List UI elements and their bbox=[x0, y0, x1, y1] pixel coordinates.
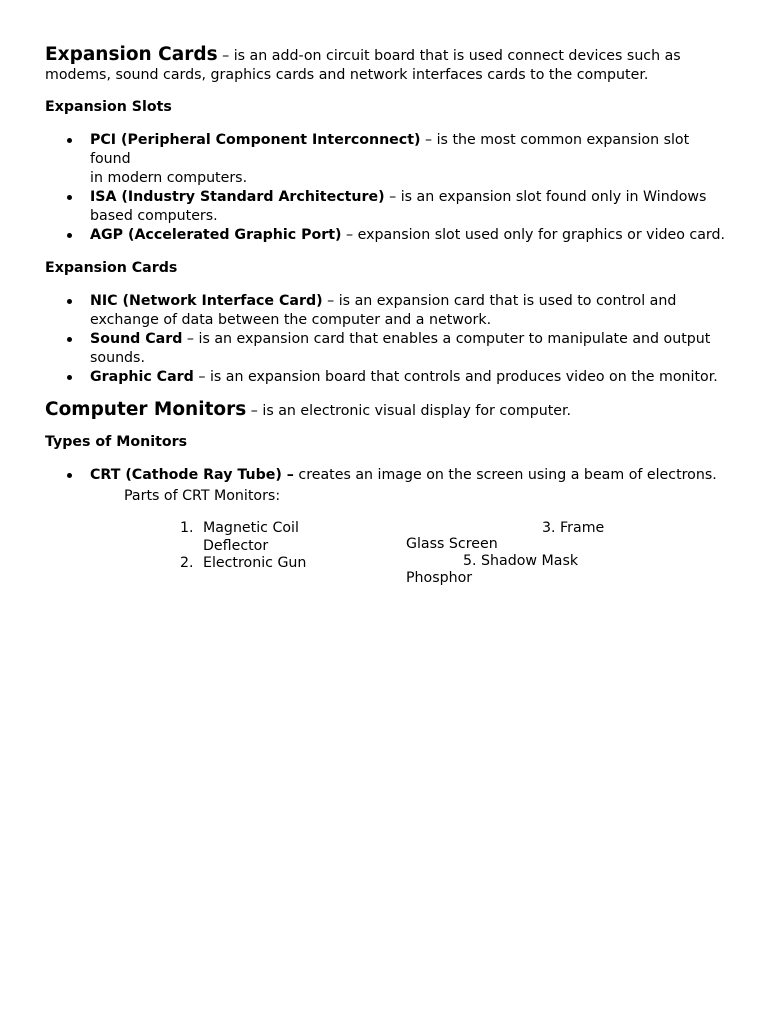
list-item bbox=[45, 131, 730, 188]
computer-monitors-paragraph bbox=[45, 399, 730, 421]
list-item bbox=[45, 466, 730, 485]
expansion-slots-list bbox=[45, 131, 730, 245]
bullet-icon bbox=[67, 473, 72, 478]
expansion-slots-heading: Expansion Slots bbox=[45, 99, 172, 115]
list-item-term: Graphic Card bbox=[90, 369, 194, 385]
crt-part-label-cont: Phosphor bbox=[406, 570, 473, 586]
list-item-desc: – is the most common expansion slot found bbox=[90, 132, 690, 167]
list-item-desc: – is an expansion board that controls and produces video on the monitor. bbox=[193, 369, 718, 385]
list-item-term: CRT (Cathode Ray Tube) – bbox=[90, 467, 294, 483]
list-item-desc: – expansion slot used only for graphics or video card. bbox=[341, 227, 726, 243]
expansion-cards-desc-line2: modems, sound cards, graphics cards and network interfaces cards to the computer. bbox=[45, 67, 649, 83]
expansion-cards-title: Expansion Cards bbox=[45, 44, 218, 65]
bullet-icon bbox=[67, 337, 72, 342]
expansion-cards-desc-line1: – is an add-on circuit board that is used connect devices such as bbox=[217, 48, 681, 64]
list-item-desc: creates an image on the screen using a beam of electrons. bbox=[293, 467, 717, 483]
list-item-desc: – is an expansion slot found only in Windows bbox=[384, 189, 707, 205]
list-item-desc-cont: exchange of data between the computer and a network. bbox=[90, 312, 492, 328]
crt-part-label-cont: Deflector bbox=[203, 538, 269, 554]
list-item-desc-cont: based computers. bbox=[90, 208, 218, 224]
crt-part-label: 5. Shadow Mask bbox=[463, 553, 579, 569]
list-item-term: PCI (Peripheral Component Interconnect) bbox=[90, 132, 421, 148]
crt-part-number: 2. bbox=[180, 555, 194, 571]
list-item-term: ISA (Industry Standard Architecture) bbox=[90, 189, 385, 205]
list-item-desc-cont: in modern computers. bbox=[90, 170, 248, 186]
list-item-desc-cont: sounds. bbox=[90, 350, 145, 366]
crt-part-label-cont: Glass Screen bbox=[406, 536, 498, 552]
crt-part-label: 3. Frame bbox=[542, 520, 605, 536]
expansion-cards-paragraph bbox=[45, 44, 730, 85]
list-item bbox=[45, 368, 730, 387]
crt-parts-heading: Parts of CRT Monitors: bbox=[124, 488, 281, 504]
types-of-monitors-list bbox=[45, 466, 730, 485]
expansion-card-types-heading: Expansion Cards bbox=[45, 260, 178, 276]
list-item bbox=[45, 330, 730, 368]
list-item bbox=[45, 292, 730, 330]
bullet-icon bbox=[67, 195, 72, 200]
list-item-term: AGP (Accelerated Graphic Port) bbox=[90, 227, 342, 243]
list-item-term: NIC (Network Interface Card) bbox=[90, 293, 323, 309]
types-of-monitors-heading: Types of Monitors bbox=[45, 434, 188, 450]
crt-part-label: Magnetic Coil bbox=[203, 520, 299, 536]
crt-part-number: 1. bbox=[180, 520, 194, 536]
list-item-desc: – is an expansion card that is used to control and bbox=[322, 293, 677, 309]
bullet-icon bbox=[67, 375, 72, 380]
document-body bbox=[45, 44, 730, 485]
bullet-icon bbox=[67, 138, 72, 143]
computer-monitors-title: Computer Monitors bbox=[45, 399, 247, 420]
computer-monitors-desc: – is an electronic visual display for computer. bbox=[246, 403, 572, 419]
list-item bbox=[45, 226, 730, 245]
list-item-term: Sound Card bbox=[90, 331, 183, 347]
list-item bbox=[45, 188, 730, 226]
expansion-card-types-list bbox=[45, 292, 730, 387]
bullet-icon bbox=[67, 233, 72, 238]
list-item-desc: – is an expansion card that enables a computer to manipulate and output bbox=[182, 331, 711, 347]
bullet-icon bbox=[67, 299, 72, 304]
crt-part-label: Electronic Gun bbox=[203, 555, 307, 571]
